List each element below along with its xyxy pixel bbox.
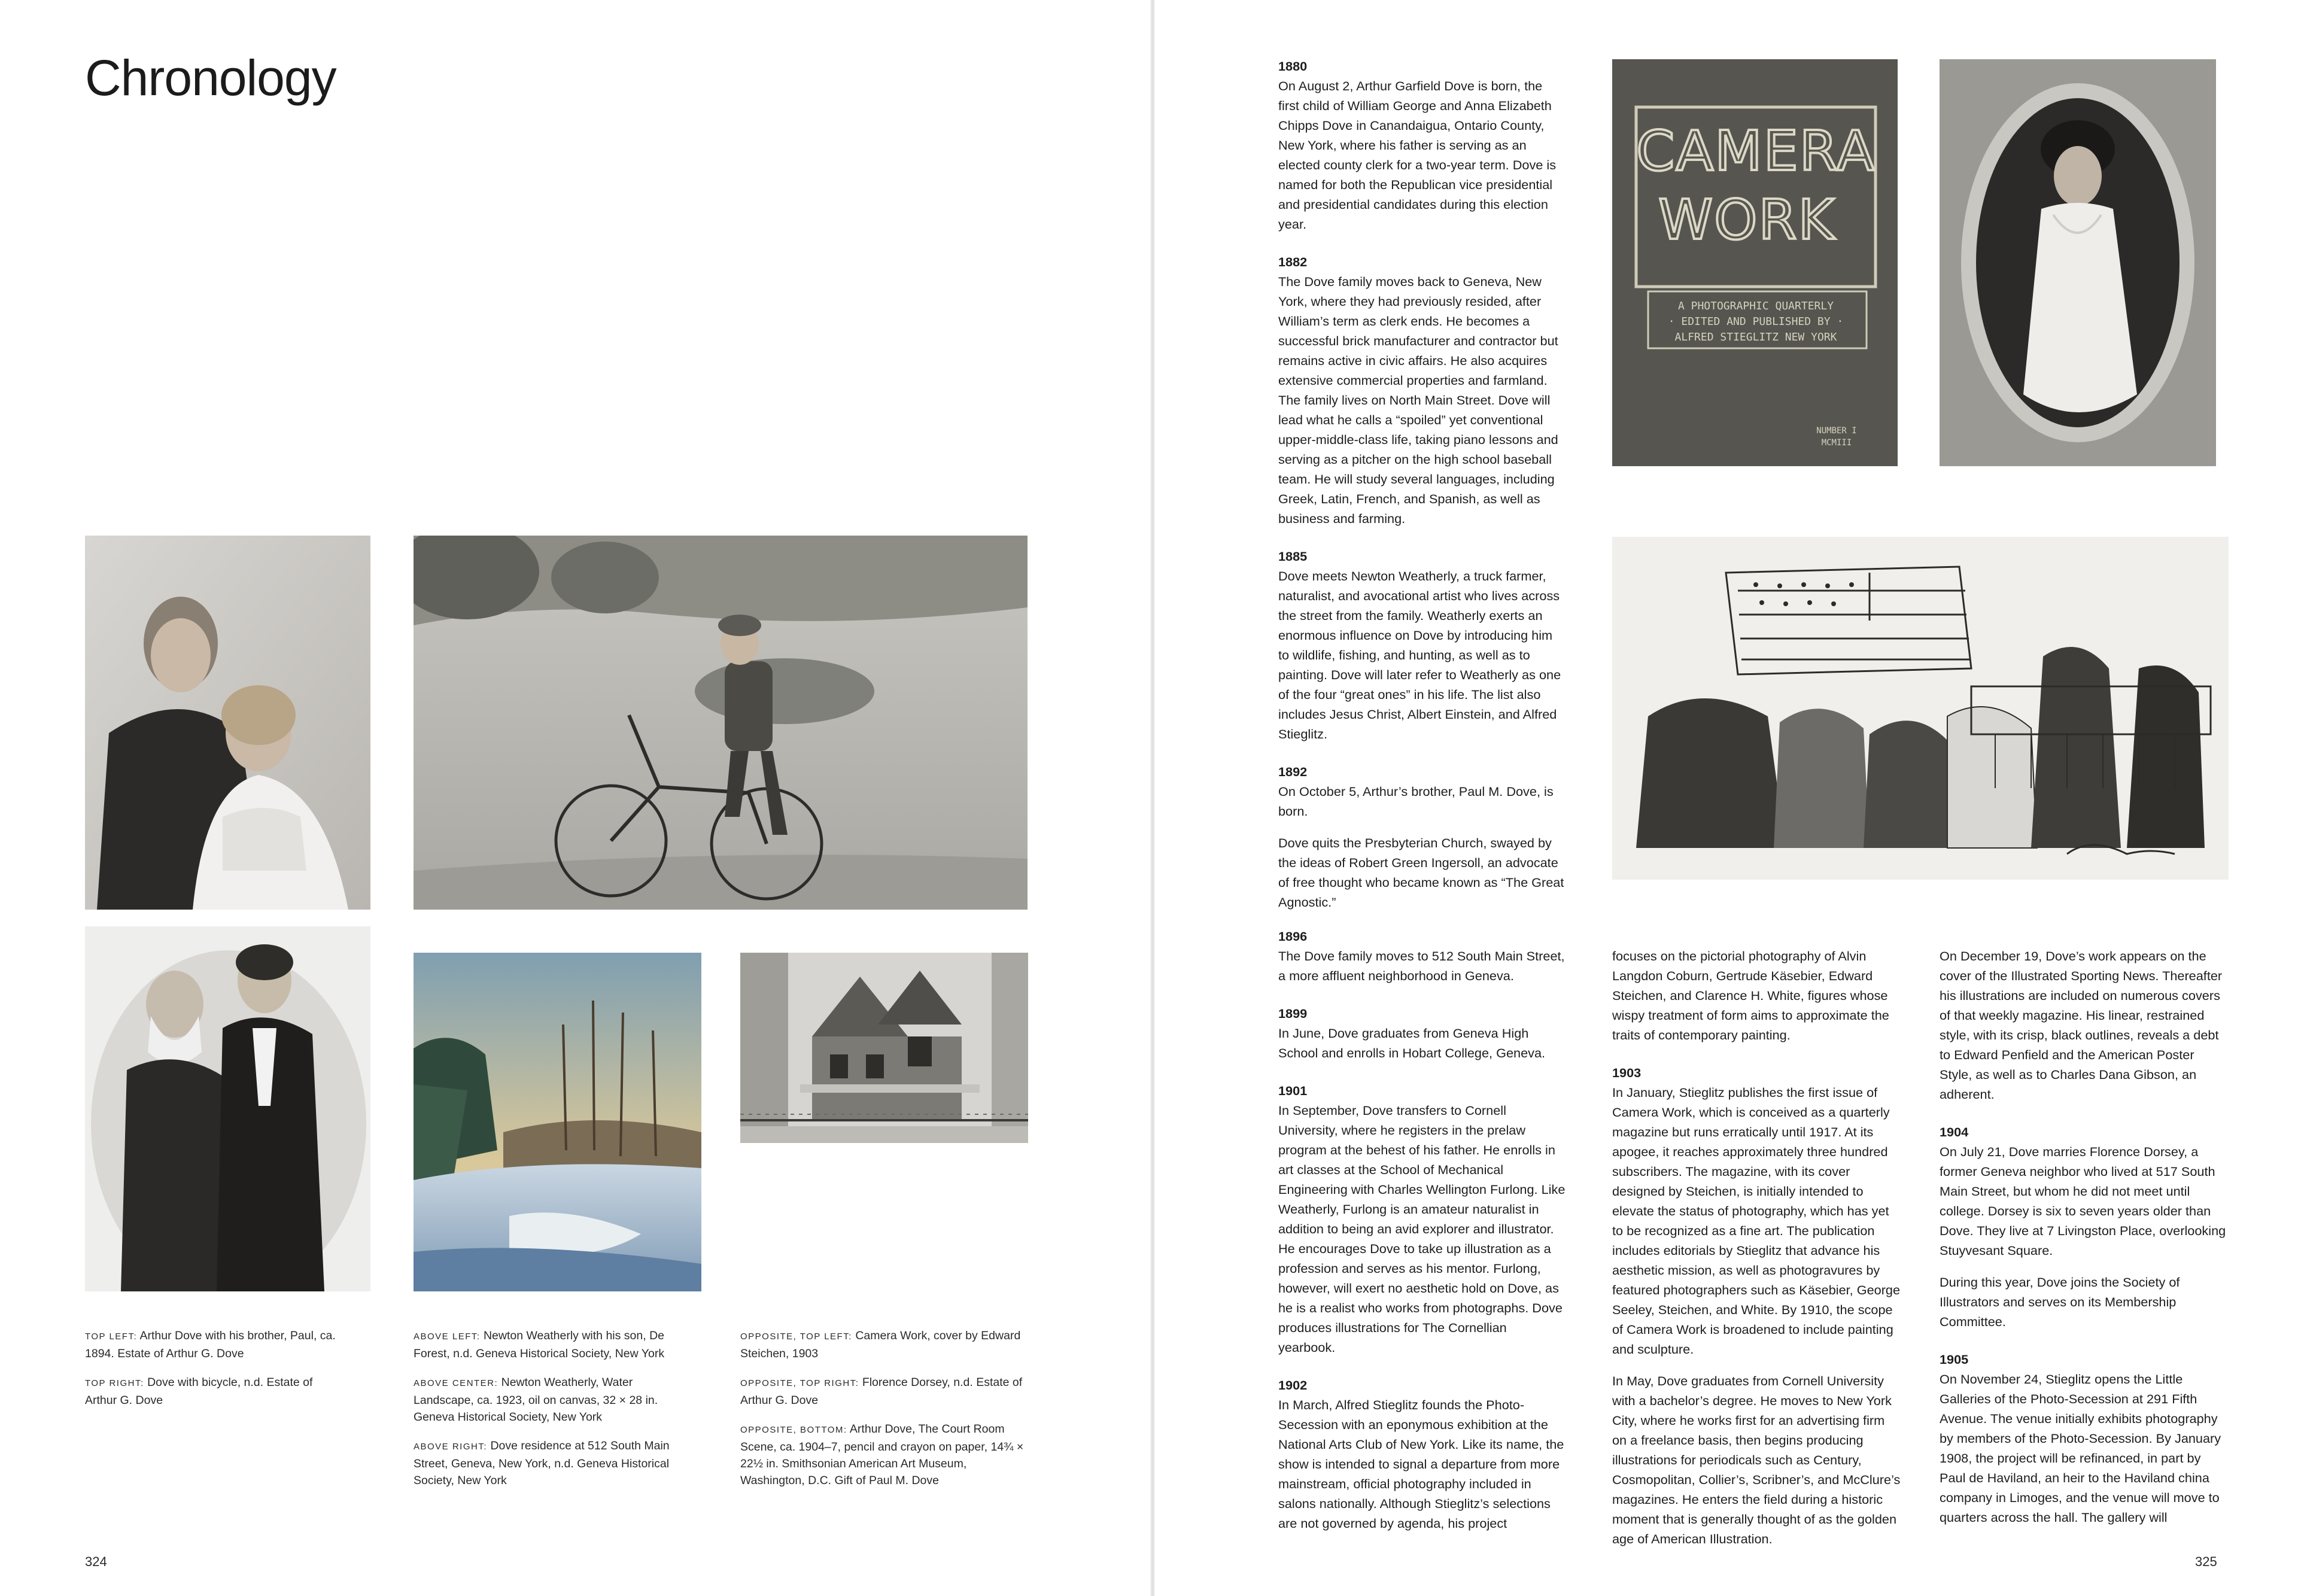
photo-dove-residence (740, 953, 1028, 1143)
caption-label: OPPOSITE, BOTTOM: (740, 1425, 847, 1435)
chronology-column-3 (1940, 946, 2228, 1545)
chronology-entry-1880 (1278, 56, 1567, 234)
caption-text: Arthur Dove with his brother, Paul, ca. 1894. Estate of Arthur G. Dove (85, 1329, 336, 1360)
captions-col1 (85, 1327, 336, 1421)
entry-text: In January, Stieglitz publishes the first issue of Camera Work, which is conceived as a quarterly magazine but runs erratically until 1917. At its apogee, it reaches approximately three hundred subscribers. The magazine, with its cover designed by Steichen, is initially intended to elevate the status of photography, which has yet to be recognized as a fine art. The publication includes editorials by Stieglitz that advance his aesthetic mission, as well as photogravures by featured photographers such as Käsebier, George Seeley, Steichen, and White. By 1910, the scope of Camera Work is broadened to include painting and sculpture. (1612, 1085, 1901, 1357)
entry-year: 1903 (1612, 1065, 1642, 1080)
chronology-entry-1882 (1278, 252, 1567, 528)
caption-text: Camera Work, cover by Edward Steichen, 1903 (740, 1329, 1021, 1360)
entry-text: On December 19, Dove’s work appears on the cover of the Illustrated Sporting News. Thereafter his illustrations are included on numerous covers of that weekly magazine. His linear, restrained style, with its crisp, black outlines, reveals a debt to Edward Penfield and the American Poster Style, as well as to Charles Dana Gibson, an adherent. (1940, 949, 2223, 1102)
caption-label: ABOVE LEFT: (414, 1331, 481, 1342)
caption (85, 1374, 336, 1409)
chronology-entry-1885 (1278, 546, 1567, 744)
entry-year: 1885 (1278, 549, 1308, 564)
photo-dove-brothers (85, 536, 370, 910)
caption-text: Newton Weatherly, Water Landscape, ca. 1923, oil on canvas, 32 × 28 in. Geneva Historical Society, New York (414, 1376, 658, 1424)
entry-text: On November 24, Stieglitz opens the Little Galleries of the Photo-Secession at 291 Fifth Avenue. The venue initially exhibits photography by members of the Photo-Secession. By January 1908, the project will be refinanced, in part by Paul de Haviland, an heir to the Haviland china company in Limoges, and the venue will move to quarters across the hall. The gallery will (1940, 1372, 2221, 1525)
page-title: Chronology (85, 50, 336, 106)
photo-water-landscape-painting (414, 953, 701, 1291)
caption-label: ABOVE RIGHT: (414, 1442, 488, 1452)
entry-text: Dove meets Newton Weatherly, a truck farmer, naturalist, and avocational artist who lives across the street from the family. Weatherly exerts an enormous influence on Dove by introducing him to wildlife, fishing, and hunting, as well as to painting. Dove will later refer to Weatherly as one of the four “great ones” in his life. The list also includes Jesus Christ, Albert Einstein, and Alfred Stieglitz. (1278, 569, 1561, 741)
chronology-entry-1899 (1278, 1004, 1567, 1063)
entry-text: In September, Dove transfers to Cornell University, where he registers in the prelaw program at the behest of his father. He enrolls in art classes at the School of Mechanical Engineering with Charles Wellington Furlong. Like Weatherly, Furlong is an amateur naturalist in addition to being an avid explorer and illustrator. He encourages Dove to take up illustration as a profession and serves as his mentor. Furlong, however, will exert no aesthetic hold on Dove, as he is a realist who works from photographs. Dove produces illustrations for The Cornellian yearbook. (1278, 1103, 1566, 1355)
caption-label: TOP RIGHT: (85, 1378, 144, 1388)
page-number-left: 324 (85, 1554, 107, 1569)
photo-camera-work-cover (1612, 59, 1898, 466)
entry-year: 1882 (1278, 254, 1308, 269)
caption-text: Arthur Dove, The Court Room Scene, ca. 1904–7, pencil and crayon on paper, 14¾ × 22½ in. Smithsonian American Art Museum, Washington, D.C. Gift of Paul M. Dove (740, 1422, 1024, 1487)
page-number-right: 325 (2195, 1554, 2217, 1569)
entry-text: Dove quits the Presbyterian Church, swayed by the ideas of Robert Green Ingersoll, an advocate of free thought who became known as “The Great Agnostic.” (1278, 835, 1564, 910)
caption (85, 1327, 336, 1362)
entry-text: During this year, Dove joins the Society of Illustrators and serves on its Membership Committee. (1940, 1275, 2180, 1329)
entry-text: In May, Dove graduates from Cornell University with a bachelor’s degree. He moves to New York City, where he works first for an advertising firm on a freelance basis, then begins producing illustrations for periodicals such as Century, Cosmopolitan, Collier’s, Scribner’s, and McClure’s magazines. He enters the field during a historic moment that is generally thought of as the golden age of American Illustration. (1612, 1373, 1901, 1546)
entry-year: 1902 (1278, 1378, 1308, 1393)
chronology-entry-1905 (1940, 1349, 2228, 1527)
captions-col2 (414, 1327, 689, 1501)
entry-text: On October 5, Arthur’s brother, Paul M. Dove, is born. (1278, 784, 1554, 819)
entry-year: 1880 (1278, 59, 1308, 74)
entry-year: 1901 (1278, 1083, 1308, 1098)
caption-text: Dove residence at 512 South Main Street, Geneva, New York, n.d. Geneva Historical Society, New York (414, 1439, 670, 1487)
cover-subtitle-2: · EDITED AND PUBLISHED BY · (1668, 315, 1844, 328)
captions-col3 (740, 1327, 1028, 1501)
entry-year: 1905 (1940, 1352, 1969, 1367)
photo-weatherly-son (85, 926, 370, 1291)
entry-text: On August 2, Arthur Garfield Dove is born, the first child of William George and Anna Elizabeth Chipps Dove in Canandaigua, Ontario County, New York, where his father is serving as an elected county clerk for a two-year term. Dove is named for both the Republican vice presidential and presidential candidates during this election year. (1278, 78, 1557, 232)
entry-text: The Dove family moves back to Geneva, New York, where they had previously resided, after William’s term as clerk ends. He becomes a successful brick manufacturer and contractor but remains active in civic affairs. He also acquires extensive commercial properties and farmland. The family lives on North Main Street. Dove will lead what he calls a “spoiled” yet conventional upper-middle-class life, taking piano lessons and serving as a pitcher on the high school baseball team. He will study several languages, including Greek, Latin, French, and Spanish, as well as business and farming. (1278, 274, 1558, 526)
right-page (1155, 0, 2298, 1596)
chronology-column-1-bottom (1278, 926, 1567, 1551)
entry-text: In March, Alfred Stieglitz founds the Photo-Secession with an eponymous exhibition at the National Arts Club of New York. Like its name, the show is intended to signal a departure from more mainstream, official photography included in salons nationally. Although Stieglitz’s selections are not governed by agenda, his project (1278, 1397, 1564, 1531)
cover-number-1: NUMBER I (1816, 426, 1857, 436)
caption-label: OPPOSITE, TOP LEFT: (740, 1331, 852, 1342)
caption-label: TOP LEFT: (85, 1331, 138, 1342)
caption (414, 1327, 689, 1362)
book-gutter (1150, 0, 1155, 1596)
entry-year: 1904 (1940, 1124, 1969, 1139)
chronology-entry-1892 (1278, 762, 1567, 912)
entry-year: 1896 (1278, 929, 1308, 944)
caption-label: ABOVE CENTER: (414, 1378, 498, 1388)
caption-text: Florence Dorsey, n.d. Estate of Arthur G. Dove (740, 1376, 1023, 1407)
cover-subtitle-3: ALFRED STIEGLITZ NEW YORK (1674, 331, 1837, 343)
caption (414, 1437, 689, 1489)
photo-florence-dorsey (1940, 59, 2216, 466)
entry-year: 1892 (1278, 764, 1308, 779)
caption (740, 1327, 1028, 1362)
chronology-entry-continued (1612, 946, 1901, 1045)
caption-text: Dove with bicycle, n.d. Estate of Arthur G. Dove (85, 1376, 313, 1407)
entry-year: 1899 (1278, 1006, 1308, 1021)
caption (740, 1421, 1028, 1489)
cover-subtitle-1: A PHOTOGRAPHIC QUARTERLY (1677, 300, 1834, 312)
chronology-entry-1902 (1278, 1375, 1567, 1533)
chronology-column-2 (1612, 946, 1901, 1567)
chronology-entry-continued (1940, 946, 2228, 1104)
photo-court-room-scene (1612, 537, 2229, 880)
chronology-entry-1896 (1278, 926, 1567, 986)
caption (414, 1374, 689, 1425)
chronology-entry-1901 (1278, 1081, 1567, 1357)
chronology-entry-1903 (1612, 1063, 1901, 1549)
caption-label: OPPOSITE, TOP RIGHT: (740, 1378, 859, 1388)
chronology-entry-1904 (1940, 1122, 2228, 1331)
entry-text: focuses on the pictorial photography of Alvin Langdon Coburn, Gertrude Käsebier, Edward Steichen, and Clarence H. White, figures whose wispy treatment of form aims to approximate the traits of contemporary painting. (1612, 949, 1889, 1042)
entry-text: In June, Dove graduates from Geneva High School and enrolls in Hobart College, Geneva. (1278, 1026, 1546, 1060)
cover-title-line1: CAMERA (1636, 119, 1876, 183)
chronology-column-1-top (1278, 56, 1567, 930)
caption-text: Newton Weatherly with his son, De Forest, n.d. Geneva Historical Society, New York (414, 1329, 665, 1360)
entry-text: The Dove family moves to 512 South Main Street, a more affluent neighborhood in Geneva. (1278, 949, 1565, 983)
entry-text: On July 21, Dove marries Florence Dorsey, a former Geneva neighbor who lived at 517 South Main Street, but whom he did not meet until college. Dorsey is six to seven years older than Dove. They live at 7 Livingston Place, overlooking Stuyvesant Square. (1940, 1144, 2226, 1258)
cover-title-line2: WORK (1658, 188, 1835, 252)
photo-dove-bicycle (414, 536, 1028, 910)
cover-number-2: MCMIII (1821, 438, 1852, 448)
caption (740, 1374, 1028, 1409)
